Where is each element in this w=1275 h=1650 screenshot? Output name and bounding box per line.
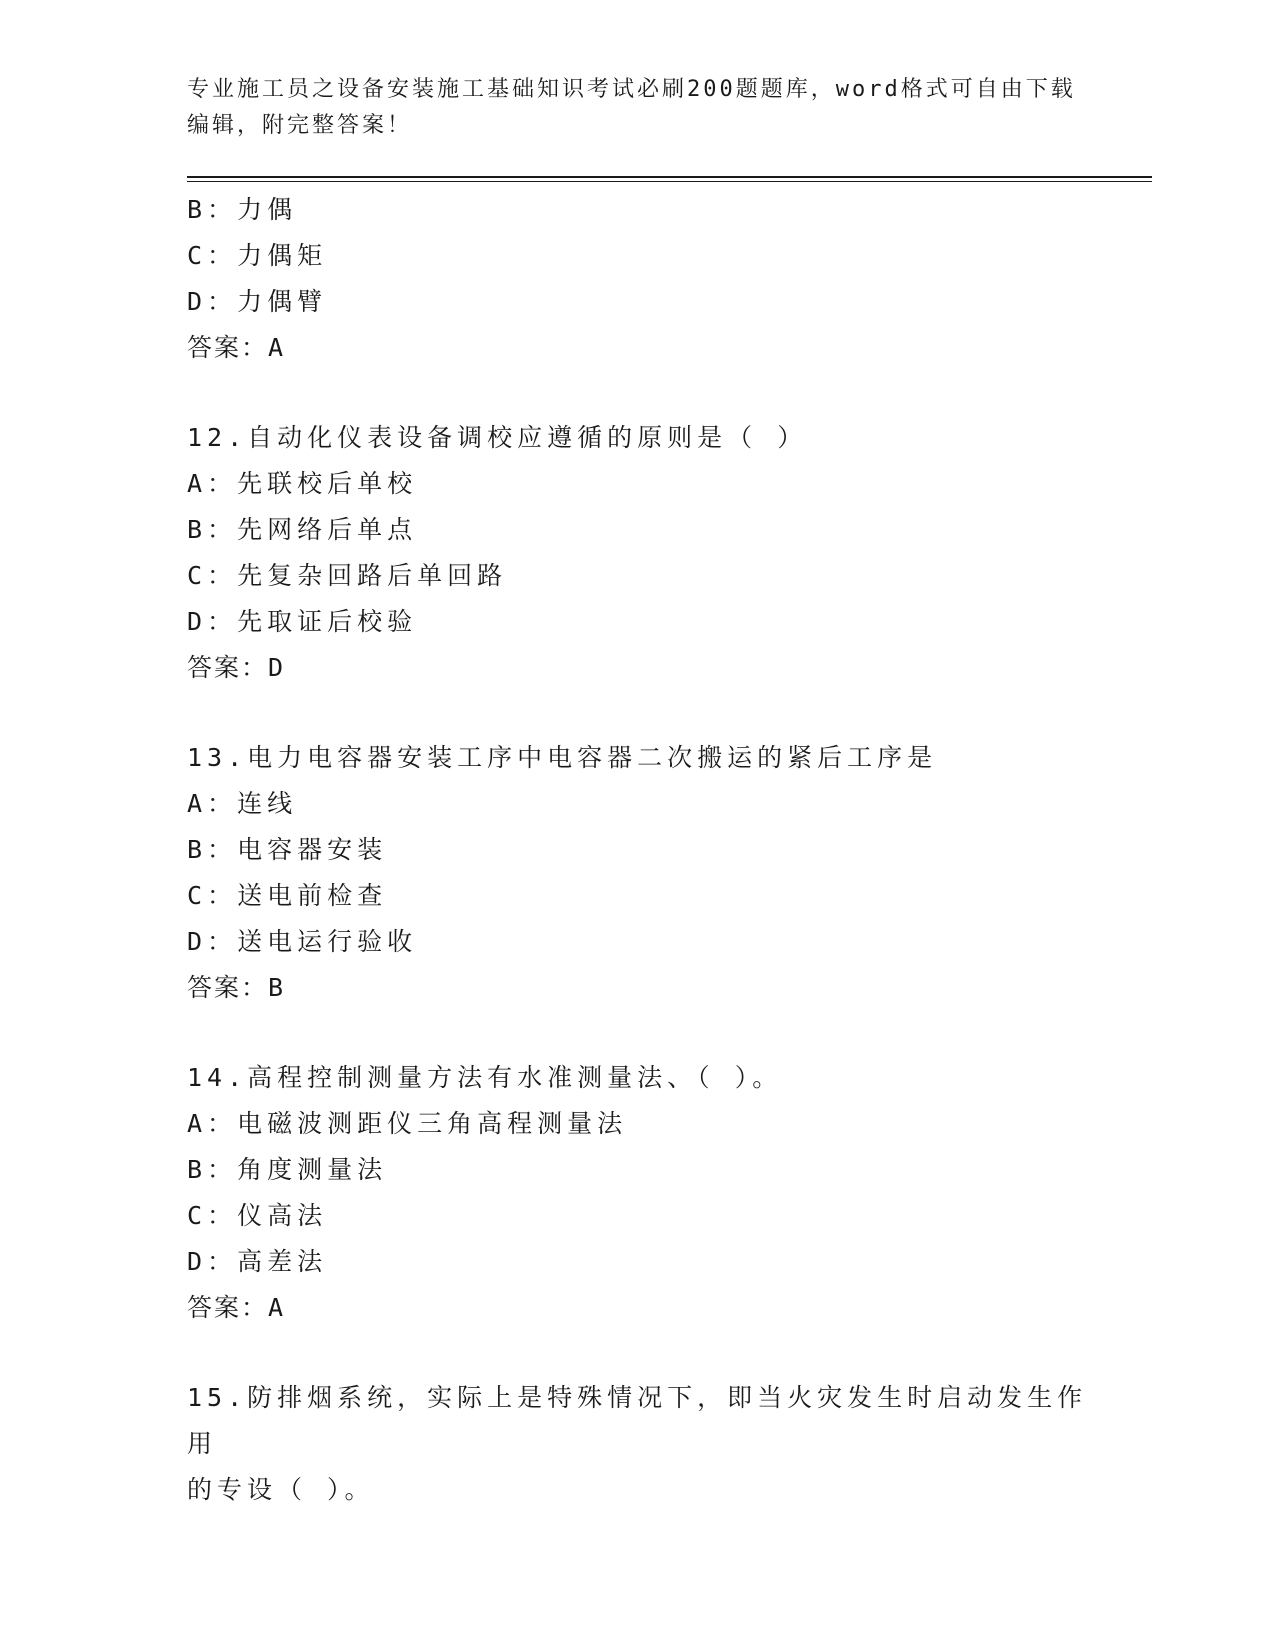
header-divider-thin <box>187 181 1152 182</box>
answer-line: 答案：B <box>187 973 286 1002</box>
option-c: C：送电前检查 <box>187 881 388 910</box>
question-11-tail <box>187 187 1107 371</box>
header-title-line-2: 编辑，附完整答案！ <box>187 113 413 138</box>
answer-line: 答案：A <box>187 1293 286 1322</box>
option-c: C：仪高法 <box>187 1201 328 1230</box>
header-title-line-1: 专业施工员之设备安装施工基础知识考试必刷200题题库，word格式可自由下载 <box>187 77 1076 102</box>
option-b: B：电容器安装 <box>187 835 388 864</box>
option-a: A：连线 <box>187 789 298 818</box>
question-text: 14.高程控制测量方法有水准测量法、（ ）。 <box>187 1063 783 1092</box>
question-12 <box>187 415 1107 691</box>
question-text-line-1: 15.防排烟系统，实际上是特殊情况下，即当火灾发生时启动发生作用 <box>187 1383 1088 1458</box>
answer-line: 答案：D <box>187 653 286 682</box>
option-a: A：先联校后单校 <box>187 469 418 498</box>
question-14 <box>187 1055 1107 1331</box>
option-d: D：送电运行验收 <box>187 927 418 956</box>
option-d: D：力偶臂 <box>187 287 328 316</box>
option-c: C：力偶矩 <box>187 241 328 270</box>
option-b: B：角度测量法 <box>187 1155 388 1184</box>
question-13 <box>187 735 1107 1011</box>
option-b: B：先网络后单点 <box>187 515 418 544</box>
header-divider-thick <box>187 176 1152 178</box>
option-a: A：电磁波测距仪三角高程测量法 <box>187 1109 628 1138</box>
document-header <box>187 72 1087 144</box>
question-list <box>187 187 1107 1513</box>
option-d: D：高差法 <box>187 1247 328 1276</box>
option-d: D：先取证后校验 <box>187 607 418 636</box>
question-text: 13.电力电容器安装工序中电容器二次搬运的紧后工序是 <box>187 743 938 772</box>
question-text-line-2: 的专设（ ）。 <box>187 1475 375 1504</box>
question-text: 12.自动化仪表设备调校应遵循的原则是（ ） <box>187 423 808 452</box>
question-15 <box>187 1375 1107 1513</box>
option-b: B：力偶 <box>187 195 298 224</box>
answer-line: 答案：A <box>187 333 286 362</box>
option-c: C：先复杂回路后单回路 <box>187 561 508 590</box>
